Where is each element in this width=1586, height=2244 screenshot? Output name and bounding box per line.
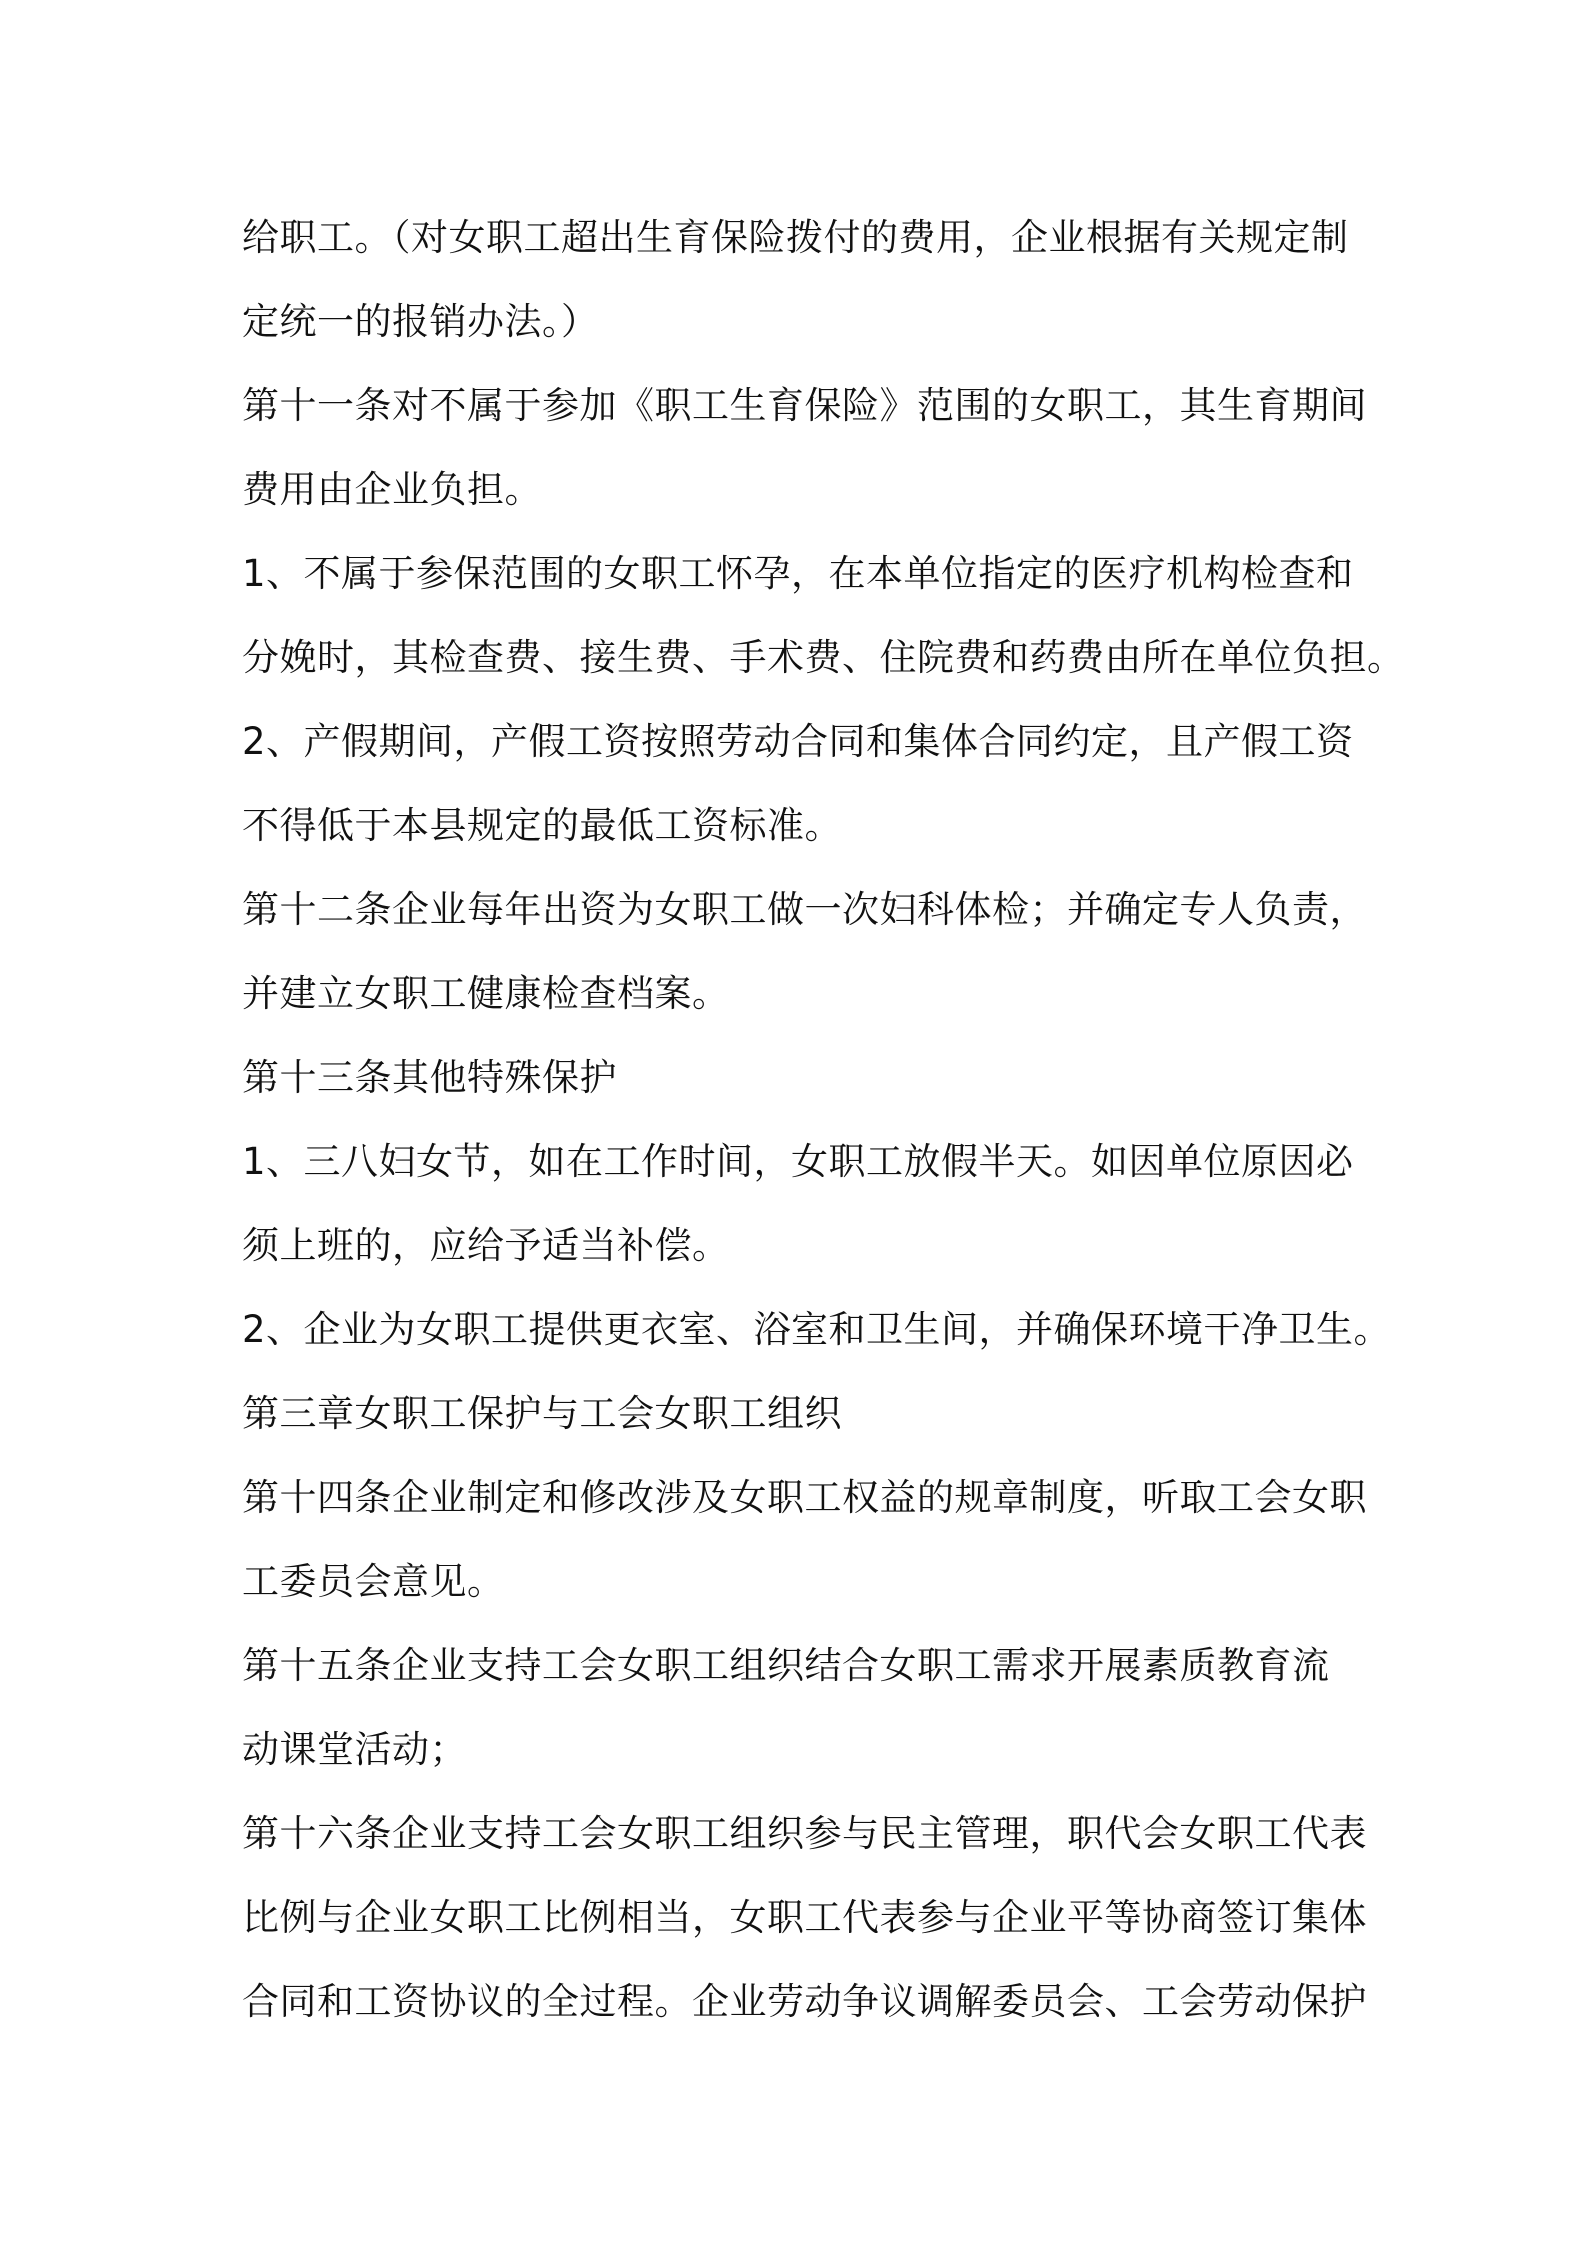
text-line: 2、企业为女职工提供更衣室、浴室和卫生间，并确保环境干净卫生。 [242,1308,1392,1351]
text-line: 第三章女职工保护与工会女职工组织 [242,1392,842,1435]
text-line: 第十四条企业制定和修改涉及女职工权益的规章制度，听取工会女职 [242,1476,1367,1519]
text-line: 比例与企业女职工比例相当，女职工代表参与企业平等协商签订集体 [242,1896,1367,1939]
text-line: 动课堂活动； [242,1728,467,1771]
text-line: 工委员会意见。 [242,1560,505,1603]
text-line: 分娩时，其检查费、接生费、手术费、住院费和药费由所在单位负担。 [242,636,1405,679]
text-line: 第十六条企业支持工会女职工组织参与民主管理，职代会女职工代表 [242,1812,1367,1855]
text-line: 第十三条其他特殊保护 [242,1056,617,1099]
text-line: 合同和工资协议的全过程。企业劳动争议调解委员会、工会劳动保护 [242,1980,1367,2023]
text-line: 第十一条对不属于参加《职工生育保险》范围的女职工，其生育期间 [242,384,1367,427]
text-line: 1、不属于参保范围的女职工怀孕，在本单位指定的医疗机构检查和 [242,552,1354,595]
text-line: 不得低于本县规定的最低工资标准。 [242,804,842,847]
text-line: 给职工。（对女职工超出生育保险拨付的费用，企业根据有关规定制 [242,216,1349,259]
text-line: 第十五条企业支持工会女职工组织结合女职工需求开展素质教育流 [242,1644,1330,1687]
text-line: 定统一的报销办法。） [242,300,599,343]
text-line: 第十二条企业每年出资为女职工做一次妇科体检；并确定专人负责， [242,888,1367,931]
text-line: 并建立女职工健康检查档案。 [242,972,730,1015]
text-line: 1、三八妇女节，如在工作时间，女职工放假半天。如因单位原因必 [242,1140,1354,1183]
text-line: 2、产假期间，产假工资按照劳动合同和集体合同约定，且产假工资 [242,720,1354,763]
document-body [242,196,1405,2044]
text-line: 费用由企业负担。 [242,468,542,511]
text-line: 须上班的，应给予适当补偿。 [242,1224,730,1267]
